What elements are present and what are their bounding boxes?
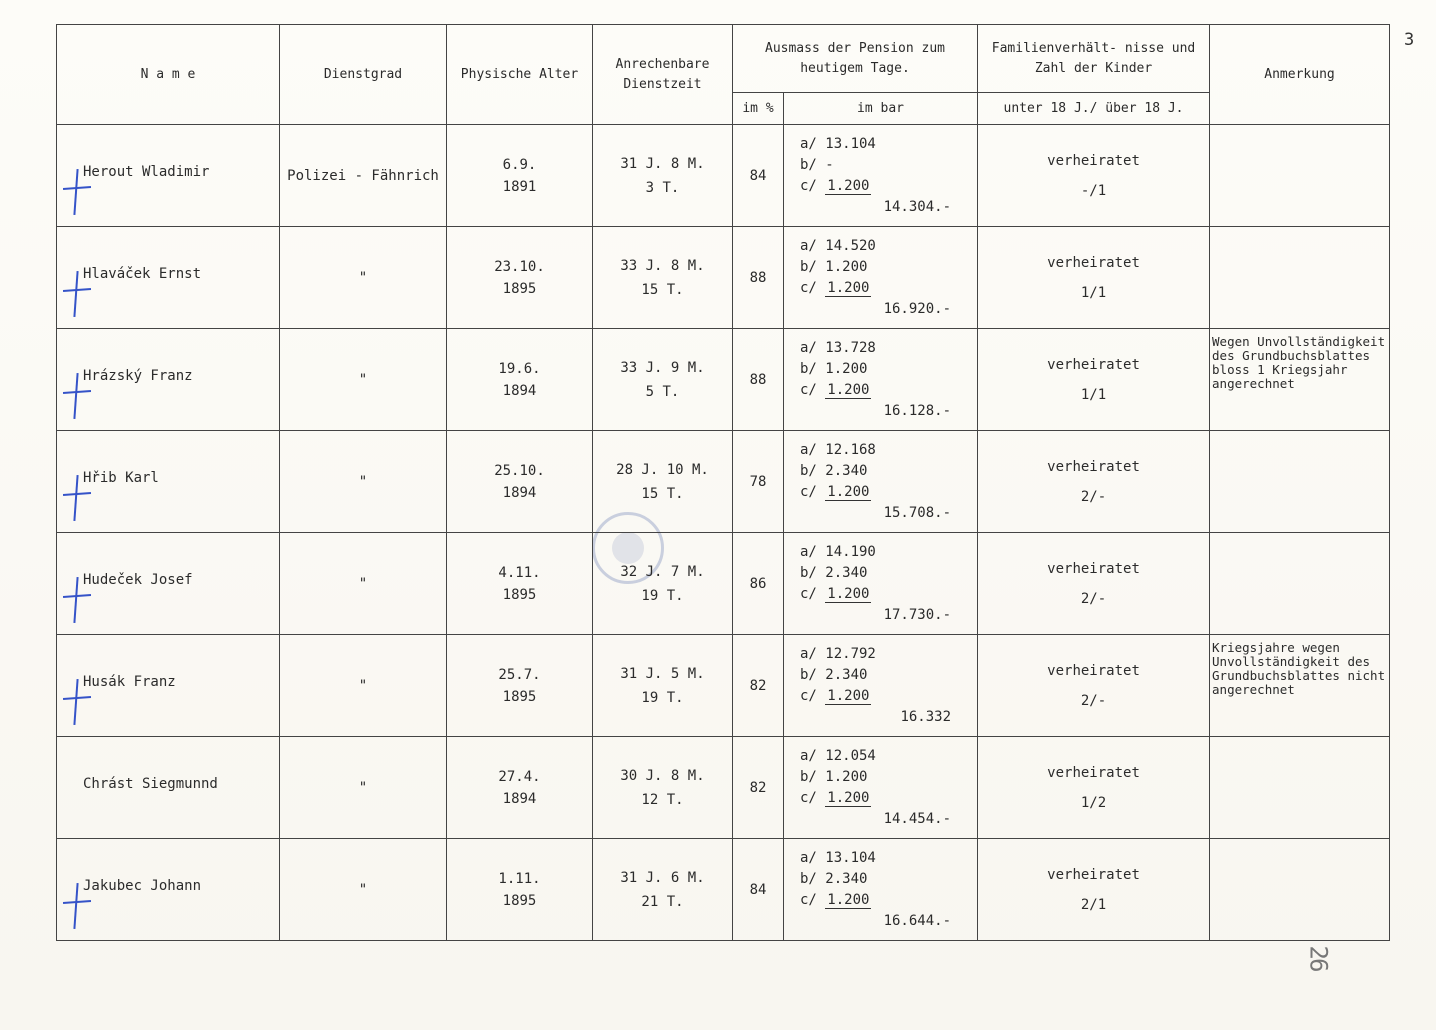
name-cell — [57, 125, 280, 227]
birth-cell — [447, 125, 593, 227]
pension-line-c — [800, 686, 977, 707]
pension-line-c-amount: 1.200 — [827, 789, 870, 806]
service-cell — [593, 227, 733, 329]
birth-day: 1.11. — [498, 870, 541, 887]
table-row — [57, 329, 1390, 431]
birth-cell — [447, 329, 593, 431]
children-count: 2/- — [1080, 692, 1107, 709]
pension-cash-cell — [784, 329, 978, 431]
remark-cell — [1210, 431, 1390, 533]
rank-cell: " — [280, 431, 447, 533]
table-row — [57, 125, 1390, 227]
birth-cell — [447, 227, 593, 329]
pension-line-c-label: c/ — [800, 789, 817, 806]
service-days: 15 T. — [641, 485, 684, 502]
header-pension-cash: im bar — [784, 93, 978, 125]
table-row — [57, 635, 1390, 737]
table-row — [57, 533, 1390, 635]
pension-table — [56, 24, 1390, 941]
birth-cell — [447, 737, 593, 839]
service-days: 19 T. — [641, 689, 684, 706]
children-count: 2/- — [1080, 488, 1107, 505]
pension-line-c — [800, 890, 977, 911]
birth-day: 6.9. — [502, 156, 537, 173]
pension-line-c-amount: 1.200 — [827, 891, 870, 908]
service-years-months: 33 J. 8 M. — [620, 257, 705, 274]
birth-year: 1894 — [502, 484, 537, 501]
table-row — [57, 227, 1390, 329]
pension-line-c — [800, 278, 977, 299]
service-days: 15 T. — [641, 281, 684, 298]
birth-year: 1895 — [502, 688, 537, 705]
birth-day: 25.10. — [494, 462, 545, 479]
birth-day: 23.10. — [494, 258, 545, 275]
marital-status: verheiratet — [1047, 458, 1140, 475]
officer-name: Hřib Karl — [83, 469, 159, 486]
service-cell — [593, 737, 733, 839]
pension-total: 16.128.- — [883, 402, 952, 419]
service-days: 19 T. — [641, 587, 684, 604]
header-pension: Ausmass der Pension zum heutigem Tage. — [733, 25, 978, 93]
children-count: 2/- — [1080, 590, 1107, 607]
rank-cell: " — [280, 227, 447, 329]
family-cell — [978, 737, 1210, 839]
pension-line-b: b/ 1.200 — [800, 360, 868, 377]
service-years-months: 31 J. 8 M. — [620, 155, 705, 172]
pension-line-c-amount: 1.200 — [827, 483, 870, 500]
pension-line-a: a/ 13.104 — [800, 135, 876, 152]
name-cell — [57, 227, 280, 329]
table-row — [57, 431, 1390, 533]
remark-cell — [1210, 839, 1390, 941]
pension-total: 16.332 — [900, 708, 952, 725]
birth-year: 1895 — [502, 892, 537, 909]
pension-percent: 84 — [733, 125, 784, 227]
pension-cash-cell — [784, 125, 978, 227]
birth-year: 1894 — [502, 790, 537, 807]
pension-percent: 88 — [733, 329, 784, 431]
children-count: 1/2 — [1080, 794, 1107, 811]
service-cell — [593, 839, 733, 941]
archive-mark: 26 — [1304, 945, 1333, 971]
service-days: 3 T. — [645, 179, 680, 196]
pension-percent: 86 — [733, 533, 784, 635]
pension-line-c-label: c/ — [800, 279, 817, 296]
officer-name: Hlaváček Ernst — [83, 265, 202, 282]
pension-line-a: a/ 14.190 — [800, 543, 876, 560]
pension-line-c-label: c/ — [800, 381, 817, 398]
officer-name: Herout Wladimir — [83, 163, 210, 180]
service-years-months: 31 J. 6 M. — [620, 869, 705, 886]
birth-cell — [447, 635, 593, 737]
marital-status: verheiratet — [1047, 662, 1140, 679]
service-days: 5 T. — [645, 383, 680, 400]
pension-line-c — [800, 176, 977, 197]
header-family-sub: unter 18 J./ über 18 J. — [978, 93, 1210, 125]
officer-name: Hudeček Josef — [83, 571, 193, 588]
remark-cell — [1210, 227, 1390, 329]
officer-name: Husák Franz — [83, 673, 176, 690]
remark-text: Kriegsjahre wegen Unvollständigkeit des Grundbuchsblattes nicht angerechnet — [1212, 640, 1386, 697]
pension-percent: 78 — [733, 431, 784, 533]
family-cell — [978, 431, 1210, 533]
header-name: N a m e — [57, 25, 280, 125]
service-days: 12 T. — [641, 791, 684, 808]
marital-status: verheiratet — [1047, 254, 1140, 271]
name-cell — [57, 635, 280, 737]
pension-line-c-amount: 1.200 — [827, 279, 870, 296]
remark-cell — [1210, 635, 1390, 737]
pension-line-c — [800, 788, 977, 809]
service-cell — [593, 533, 733, 635]
pension-line-c-label: c/ — [800, 483, 817, 500]
birth-year: 1891 — [502, 178, 537, 195]
header-remark: Anmerkung — [1210, 25, 1390, 125]
pension-line-b: b/ - — [800, 156, 834, 173]
pension-line-c-label: c/ — [800, 177, 817, 194]
pension-line-c-label: c/ — [800, 585, 817, 602]
service-years-months: 32 J. 7 M. — [620, 563, 705, 580]
header-service: Anrechenbare Dienstzeit — [593, 25, 733, 125]
family-cell — [978, 329, 1210, 431]
marital-status: verheiratet — [1047, 560, 1140, 577]
pension-line-a: a/ 12.168 — [800, 441, 876, 458]
rank-cell: " — [280, 737, 447, 839]
header-rank: Dienstgrad — [280, 25, 447, 125]
name-cell — [57, 737, 280, 839]
marital-status: verheiratet — [1047, 764, 1140, 781]
pension-line-a: a/ 13.728 — [800, 339, 876, 356]
service-cell — [593, 431, 733, 533]
pension-line-b: b/ 2.340 — [800, 462, 868, 479]
pension-total: 16.644.- — [883, 912, 952, 929]
pension-percent: 82 — [733, 635, 784, 737]
pension-cash-cell — [784, 839, 978, 941]
header-age: Physische Alter — [447, 25, 593, 125]
pension-line-a: a/ 12.792 — [800, 645, 876, 662]
header-pension-pct: im % — [733, 93, 784, 125]
children-count: 2/1 — [1080, 896, 1107, 913]
rank-cell: " — [280, 839, 447, 941]
rank-cell: Polizei - Fähnrich — [280, 125, 447, 227]
birth-day: 19.6. — [498, 360, 541, 377]
marital-status: verheiratet — [1047, 866, 1140, 883]
pension-line-b: b/ 2.340 — [800, 564, 868, 581]
pension-line-c-amount: 1.200 — [827, 585, 870, 602]
officer-name: Hrázský Franz — [83, 367, 193, 384]
remark-cell — [1210, 329, 1390, 431]
remark-cell — [1210, 533, 1390, 635]
children-count: 1/1 — [1080, 386, 1107, 403]
remark-cell — [1210, 737, 1390, 839]
remark-cell — [1210, 125, 1390, 227]
service-days: 21 T. — [641, 893, 684, 910]
service-years-months: 31 J. 5 M. — [620, 665, 705, 682]
service-years-months: 30 J. 8 M. — [620, 767, 705, 784]
pension-line-a: a/ 13.104 — [800, 849, 876, 866]
table-row — [57, 839, 1390, 941]
service-years-months: 33 J. 9 M. — [620, 359, 705, 376]
birth-day: 4.11. — [498, 564, 541, 581]
pension-cash-cell — [784, 431, 978, 533]
birth-day: 27.4. — [498, 768, 541, 785]
rank-cell: " — [280, 533, 447, 635]
service-cell — [593, 635, 733, 737]
pension-cash-cell — [784, 635, 978, 737]
pension-line-c-amount: 1.200 — [827, 177, 870, 194]
pension-total: 14.304.- — [883, 198, 952, 215]
marital-status: verheiratet — [1047, 152, 1140, 169]
family-cell — [978, 635, 1210, 737]
children-count: -/1 — [1080, 182, 1107, 199]
birth-year: 1894 — [502, 382, 537, 399]
name-cell — [57, 533, 280, 635]
pension-line-c-amount: 1.200 — [827, 687, 870, 704]
pension-line-b: b/ 1.200 — [800, 768, 868, 785]
birth-day: 25.7. — [498, 666, 541, 683]
name-cell — [57, 431, 280, 533]
pension-percent: 82 — [733, 737, 784, 839]
officer-name: Chrást Siegmunnd — [83, 775, 218, 792]
remark-text: Wegen Unvollständigkeit des Grundbuchsblattes bloss 1 Kriegsjahr angerechnet — [1212, 334, 1386, 391]
table-row — [57, 737, 1390, 839]
pension-line-b: b/ 1.200 — [800, 258, 868, 275]
pension-line-a: a/ 12.054 — [800, 747, 876, 764]
pension-line-b: b/ 2.340 — [800, 870, 868, 887]
service-years-months: 28 J. 10 M. — [616, 461, 709, 478]
pension-line-b: b/ 2.340 — [800, 666, 868, 683]
pension-line-c-amount: 1.200 — [827, 381, 870, 398]
birth-year: 1895 — [502, 280, 537, 297]
family-cell — [978, 533, 1210, 635]
pension-line-c-label: c/ — [800, 891, 817, 908]
pension-line-c — [800, 380, 977, 401]
birth-cell — [447, 839, 593, 941]
page-number: 3 — [1404, 30, 1415, 50]
pension-cash-cell — [784, 533, 978, 635]
family-cell — [978, 125, 1210, 227]
pension-line-c — [800, 482, 977, 503]
name-cell — [57, 329, 280, 431]
children-count: 1/1 — [1080, 284, 1107, 301]
officer-name: Jakubec Johann — [83, 877, 202, 894]
service-cell — [593, 329, 733, 431]
pension-line-a: a/ 14.520 — [800, 237, 876, 254]
marital-status: verheiratet — [1047, 356, 1140, 373]
pension-line-c-label: c/ — [800, 687, 817, 704]
name-cell — [57, 839, 280, 941]
rank-cell: " — [280, 329, 447, 431]
rank-cell: " — [280, 635, 447, 737]
pension-cash-cell — [784, 227, 978, 329]
pension-total: 16.920.- — [883, 300, 952, 317]
pension-percent: 88 — [733, 227, 784, 329]
birth-cell — [447, 533, 593, 635]
pension-total: 17.730.- — [883, 606, 952, 623]
service-cell — [593, 125, 733, 227]
family-cell — [978, 227, 1210, 329]
birth-year: 1895 — [502, 586, 537, 603]
pension-percent: 84 — [733, 839, 784, 941]
pension-total: 15.708.- — [883, 504, 952, 521]
header-family: Familienverhält- nisse und Zahl der Kinder — [978, 25, 1210, 93]
birth-cell — [447, 431, 593, 533]
pension-cash-cell — [784, 737, 978, 839]
pension-total: 14.454.- — [883, 810, 952, 827]
family-cell — [978, 839, 1210, 941]
pension-line-c — [800, 584, 977, 605]
